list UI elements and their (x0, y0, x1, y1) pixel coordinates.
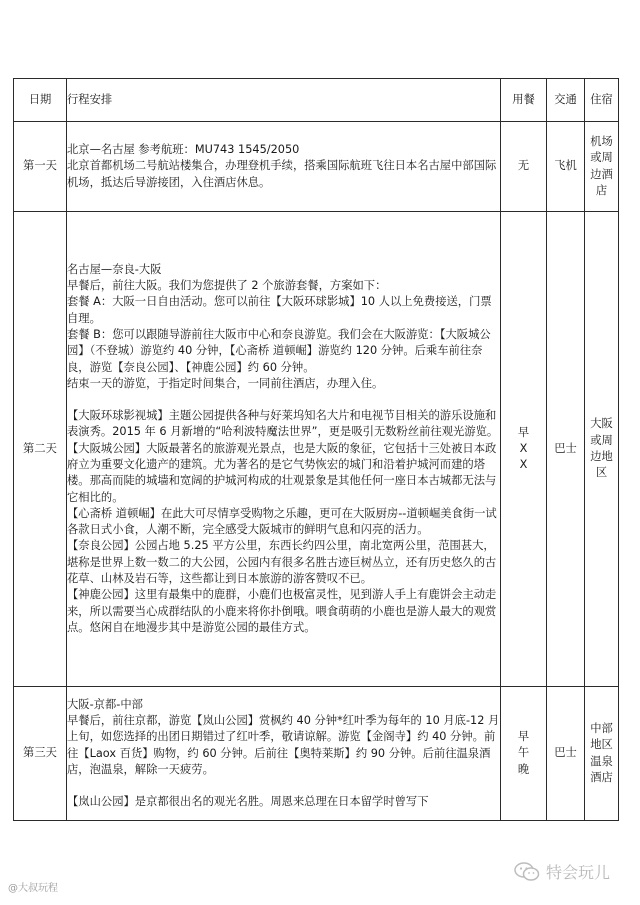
plan-line: 【大阪环球影视城】主题公园提供各种与好莱坞知名大片和电视节目相关的游乐设施和表演秀。2015 年 6 月新增的“哈利波特魔法世界”，更是吸引无数粉丝前往观光游览。 (67, 409, 499, 439)
day-meal (501, 122, 547, 212)
header-plan: 行程安排 (67, 79, 501, 122)
header-lodging: 住宿 (585, 79, 619, 122)
header-row (14, 79, 619, 122)
plan-line: 名古屋—奈良-大阪 (67, 262, 162, 276)
day-meal (501, 687, 547, 821)
day-label: 第一天 (14, 122, 67, 212)
plan-line: 【神鹿公园】这里有最集中的鹿群，小鹿们也极富灵性，见到游人手上有鹿饼会主动走来，所以需要当心成群结队的小鹿来将你扑倒哦。喂食萌萌的小鹿也是游人最大的观赏点。悠闲自在地漫步其中是游览公园的最佳方式。 (67, 588, 497, 634)
plan-line: 套餐 B：您可以跟随导游前往大阪市中心和奈良游览。我们会在大阪游览：【大阪城公园】（不登城）游览约 40 分钟，【心斋桥 道顿崛】游览约 120 分钟。后乘车前往奈良，游览【奈良公园】、【神鹿公园】约 60 分钟。 (67, 327, 491, 374)
wechat-icon (514, 862, 540, 882)
plan-spacer (67, 778, 500, 794)
day-transport: 巴士 (547, 212, 585, 687)
meal-item: X (519, 441, 528, 455)
header-date: 日期 (14, 79, 67, 122)
day-label: 第二天 (14, 212, 67, 687)
day-transport: 飞机 (547, 122, 585, 212)
day-row (14, 122, 619, 212)
itinerary-table (13, 78, 619, 821)
day-lodging: 大阪或周边地区 (585, 212, 619, 687)
meal-item: X (519, 458, 528, 472)
plan-line: 早餐后，前往大阪。我们为您提供了 2 个旅游套餐，方案如下： (67, 279, 387, 293)
watermark-left: @大叔玩程 (8, 883, 58, 894)
meal-item: 无 (517, 159, 530, 173)
day-lodging: 中部地区温泉酒店 (585, 687, 619, 821)
plan-spacer (67, 392, 500, 408)
day-label: 第三天 (14, 687, 67, 821)
day-plan (67, 687, 501, 821)
plan-line: 结束一天的游览，于指定时间集合，一同前往酒店，办理入住。 (67, 376, 384, 390)
day-transport: 巴士 (547, 687, 585, 821)
plan-line: 【岚山公园】是京都很出名的观光名胜。周恩来总理在日本留学时曾写下 (67, 795, 429, 809)
meal-item: 午 (517, 746, 530, 760)
plan-line: 套餐 A：大阪一日自由活动。您可以前往【大阪环球影城】10 人以上免费接送，门票自理。 (67, 295, 492, 325)
header-transport: 交通 (547, 79, 585, 122)
day-row (14, 212, 619, 687)
meal-item: 早 (517, 425, 530, 439)
plan-line: 北京—名古屋 参考航班：MU743 1545/2050 (67, 143, 300, 157)
plan-line: 【心斋桥 道顿崛】在此大可尽情享受购物之乐趣，更可在大阪厨房--道顿崛美食街一试各款日式小食，人潮不断，完全感受大阪城市的鲜明气息和闪亮的活力。 (67, 506, 497, 537)
day-meal (501, 212, 547, 687)
day-plan (67, 212, 501, 687)
day-lodging: 机场或周边酒店 (585, 122, 619, 212)
plan-line: 【奈良公园】公园占地 5.25 平方公里，东西长约四公里，南北宽两公里，范围甚大，堪称是世界上数一数二的大公园，公园内有很多名胜古迹巨树丛立，还有历史悠久的古花草、山林及岩石等，这些都让到日本旅游的游客赞叹不已。 (67, 539, 497, 586)
header-meal: 用餐 (501, 79, 547, 122)
day-row (14, 687, 619, 821)
plan-line: 早餐后，前往京都，游览【岚山公园】赏枫约 40 分钟*红叶季为每年的 10 月底-12 月上旬，如您选择的出团日期错过了红叶季，敬请谅解。游览【金阁寺】约 40 分钟。前往【Laox 百货】购物，约 60 分钟。后前往【奥特莱斯】约 90 分钟。后前往温泉酒店，泡温泉，解除一天疲劳。 (67, 713, 500, 776)
meal-item: 晚 (517, 762, 530, 776)
plan-line: 北京首都机场二号航站楼集合，办理登机手续，搭乘国际航班飞往日本名古屋中部国际机场，抵达后导游接团，入住酒店休息。 (67, 159, 497, 189)
day-plan (67, 122, 501, 212)
watermark-right-text: 特会玩儿 (546, 863, 611, 882)
plan-line: 【大阪城公园】大阪最著名的旅游观光景点，也是大阪的象征，它包括十三处被日本政府立为重要文化遗产的建筑。尤为著名的是它气势恢宏的城门和沿着护城河而建的塔楼。那高而陡的城墙和宽阔的护城河构成的壮观景象是其他任何一座日本古城都无法与它相比的。 (67, 441, 497, 504)
wechat-watermark (514, 860, 610, 883)
plan-line: 大阪-京都-中部 (67, 697, 143, 711)
meal-item: 早 (517, 730, 530, 744)
